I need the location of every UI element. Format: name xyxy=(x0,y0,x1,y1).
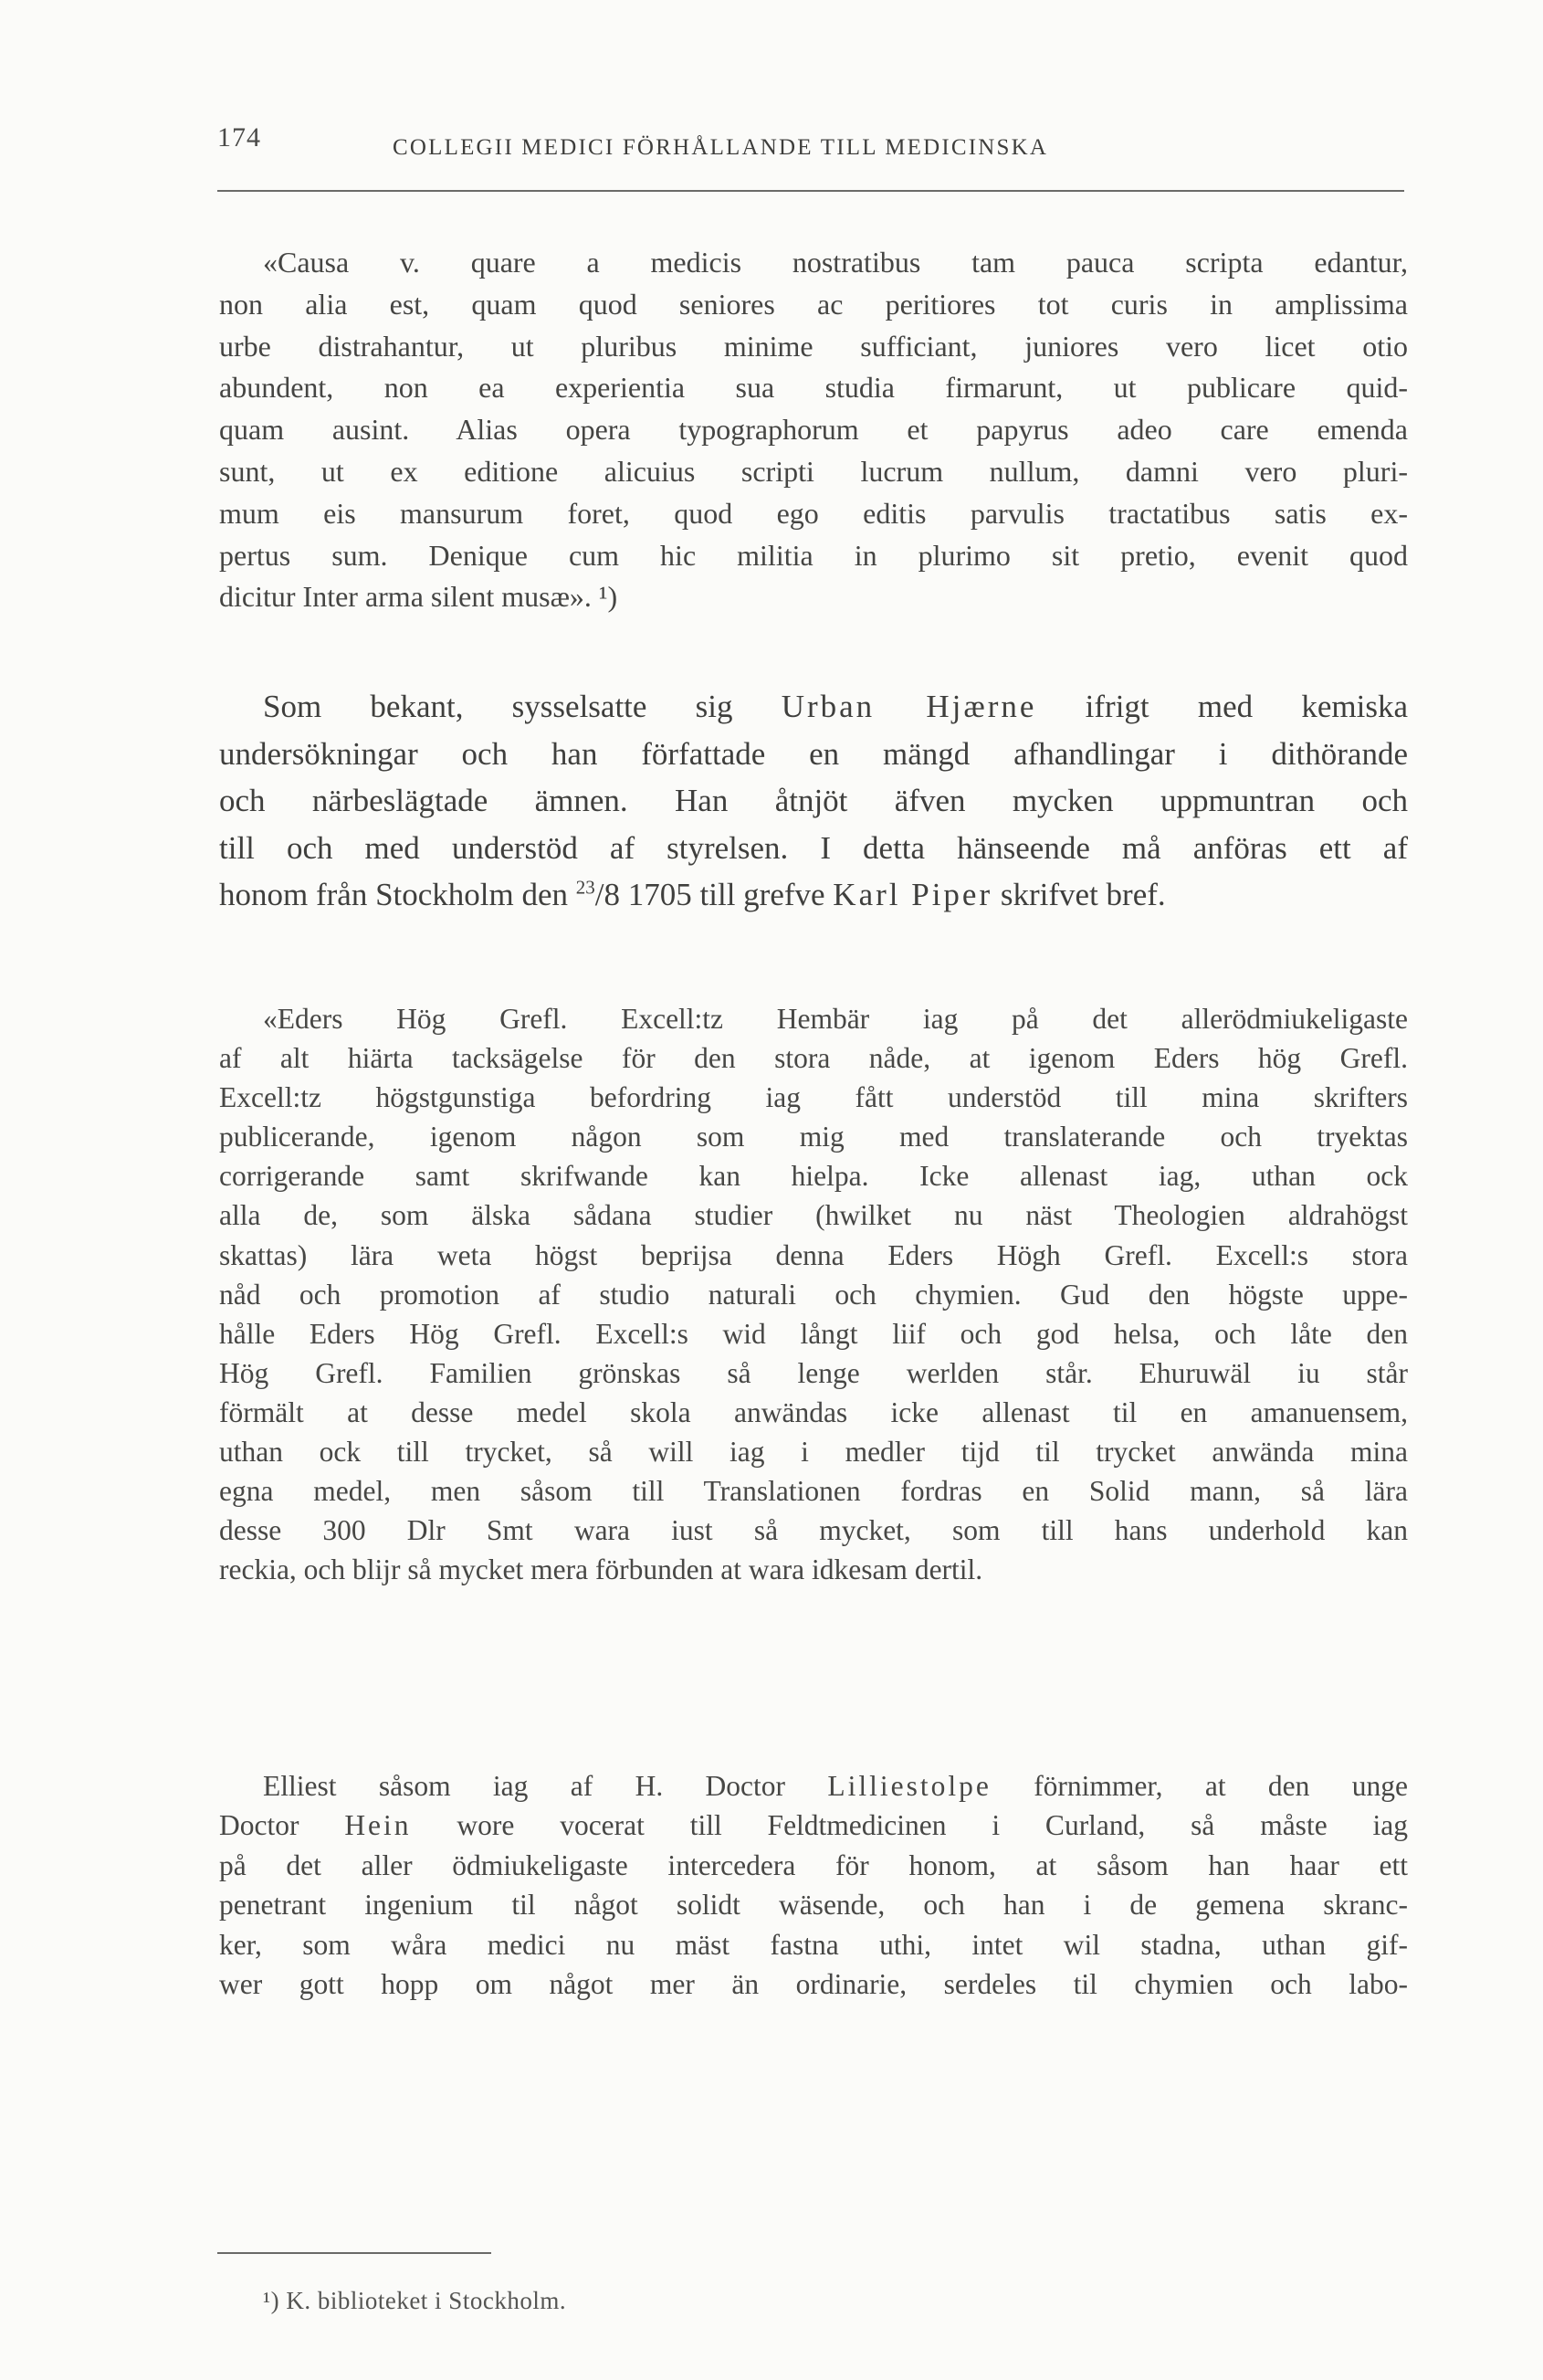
text-segment: Som bekant, sysselsatte sig xyxy=(263,689,782,724)
text-line: egna medel, men såsom till Translationen fordras en Solid mann, så lära xyxy=(219,1475,1408,1508)
text-line: urbe distrahantur, ut pluribus minime sufficiant, juniores vero licet otio xyxy=(219,329,1408,363)
text-segment: förnimmer, at den unge xyxy=(991,1770,1408,1802)
text-line: mum eis mansurum foret, quod ego editis parvulis tractatibus satis ex- xyxy=(219,496,1408,530)
text-segment: Doctor xyxy=(219,1809,345,1842)
text-line: non alia est, quam quod seniores ac peritiores tot curis in amplissima xyxy=(219,287,1408,321)
text-line: reckia, och blijr så mycket mera förbunden at wara idkesam dertil. xyxy=(219,1553,983,1586)
text-segment: ifrigt med kemiska xyxy=(1036,689,1408,724)
text-line: «Eders Hög Grefl. Excell:tz Hembär iag på det allerödmiukeligaste xyxy=(263,1003,1408,1035)
swedish-paragraph xyxy=(219,683,1408,919)
text-segment: Elliest såsom iag af H. Doctor xyxy=(263,1770,828,1802)
text-line: corrigerande samt skrifwande kan hielpa. Icke allenast iag, uthan ock xyxy=(219,1160,1408,1193)
letter-paragraph-2 xyxy=(219,1766,1408,2004)
footnote-rule xyxy=(217,2252,491,2254)
person-name: Hein xyxy=(344,1809,412,1842)
text-line: publicerande, igenom någon som mig med translaterande och tryektas xyxy=(219,1121,1408,1153)
text-line: hålle Eders Hög Grefl. Excell:s wid långt liif och god helsa, och låte den xyxy=(219,1317,1408,1350)
text-line: desse 300 Dlr Smt wara iust så mycket, som till hans underhold kan xyxy=(219,1514,1408,1547)
running-head: COLLEGII MEDICI FÖRHÅLLANDE TILL MEDICINSKA xyxy=(393,135,1049,160)
page-number: 174 xyxy=(217,122,261,153)
text-line: Hög Grefl. Familien grönskas så lenge werlden står. Ehuruwäl iu står xyxy=(219,1356,1408,1389)
text-line: dicitur Inter arma silent musæ». ¹) xyxy=(219,580,618,614)
latin-quote-paragraph xyxy=(219,242,1408,618)
person-name: Karl Piper xyxy=(833,877,993,913)
text-line: pertus sum. Denique cum hic militia in plurimo sit pretio, evenit quod xyxy=(219,538,1408,572)
text-line xyxy=(219,1806,1408,1845)
text-line: skattas) lära weta högst beprijsa denna Eders Högh Grefl. Excell:s stora xyxy=(219,1238,1408,1271)
text-line: sunt, ut ex editione alicuius scripti lucrum nullum, damni vero pluri- xyxy=(219,454,1408,488)
text-line: af alt hiärta tacksägelse för den stora nåde, at igenom Eders hög Grefl. xyxy=(219,1042,1408,1075)
text-line: nåd och promotion af studio naturali och chymien. Gud den högste uppe- xyxy=(219,1278,1408,1311)
text-line: till och med understöd af styrelsen. I detta hänseende må anföras ett af xyxy=(219,829,1408,866)
header-rule xyxy=(217,190,1404,192)
text-line: och närbeslägtade ämnen. Han åtnjöt äfven mycken uppmuntran och xyxy=(219,783,1408,819)
text-line: abundent, non ea experientia sua studia firmarunt, ut publicare quid- xyxy=(219,371,1408,405)
text-line xyxy=(219,683,1408,731)
text-line: ker, som wåra medici nu mäst fastna uthi, intet wil stadna, uthan gif- xyxy=(219,1928,1408,1961)
text-line xyxy=(219,1766,1408,1806)
text-segment: honom från Stockholm den xyxy=(219,877,576,913)
date-numerator: 23 xyxy=(575,876,595,899)
person-name: Lilliestolpe xyxy=(827,1770,992,1802)
text-line: «Causa v. quare a medicis nostratibus tam pauca scripta edantur, xyxy=(263,246,1408,279)
text-line: förmält at desse medel skola anwändas icke allenast til en amanuensem, xyxy=(219,1395,1408,1428)
text-line xyxy=(219,871,1408,919)
text-segment: skrifvet bref. xyxy=(992,877,1166,913)
text-line: quam ausint. Alias opera typographorum et papyrus adeo care emenda xyxy=(219,413,1408,447)
date-denominator: /8 xyxy=(594,877,621,913)
letter-paragraph-1 xyxy=(219,999,1408,1589)
text-line: penetrant ingenium til något solidt wäsende, och han i de gemena skranc- xyxy=(219,1889,1408,1922)
text-segment: 1705 till grefve xyxy=(620,877,834,913)
text-line: uthan ock till trycket, så will iag i medler tijd til trycket anwända mina xyxy=(219,1436,1408,1469)
text-line: alla de, som älska sådana studier (hwilket nu näst Theologien aldrahögst xyxy=(219,1199,1408,1232)
text-line: wer gott hopp om något mer än ordinarie, serdeles til chymien och labo- xyxy=(219,1968,1408,2001)
person-name: Urban Hjærne xyxy=(781,689,1037,724)
text-line: Excell:tz högstgunstiga befordring iag fått understöd till mina skrifters xyxy=(219,1081,1408,1114)
footnote: ¹) K. biblioteket i Stockholm. xyxy=(263,2287,567,2314)
text-line: på det aller ödmiukeligaste intercedera för honom, at såsom han haar ett xyxy=(219,1848,1408,1881)
text-segment: wore vocerat till Feldtmedicinen i Curland, så måste iag xyxy=(411,1809,1408,1842)
text-line: undersökningar och han författade en mängd afhandlingar i dithörande xyxy=(219,735,1408,772)
